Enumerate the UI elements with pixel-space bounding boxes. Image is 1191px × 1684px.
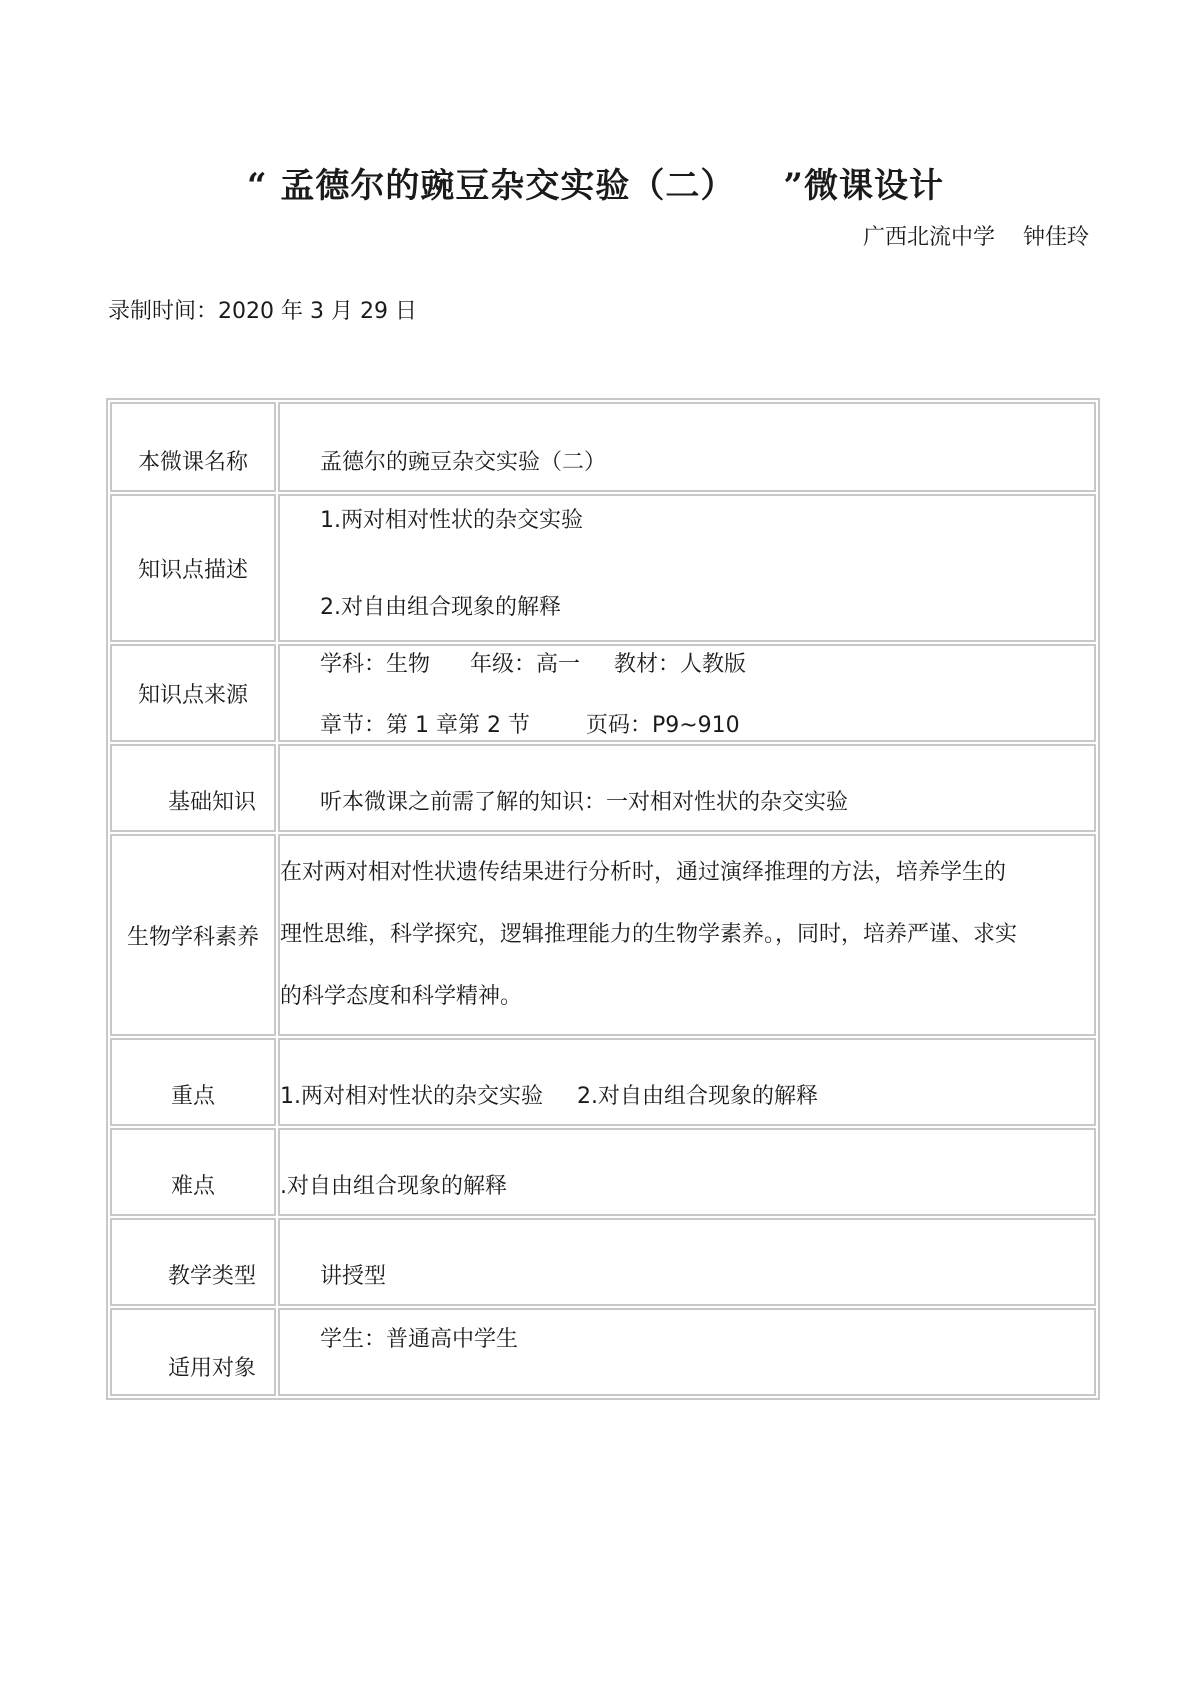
row-label: 难点	[170, 1174, 215, 1199]
title-part-2: ”微课设计	[783, 166, 944, 206]
source-line-1	[320, 647, 1094, 678]
table-row-target	[110, 1308, 1096, 1396]
label-cell	[110, 1128, 276, 1216]
content-cell	[278, 1128, 1096, 1216]
label-cell	[110, 644, 276, 742]
table-row-type	[110, 1218, 1096, 1306]
label-cell	[110, 1218, 276, 1306]
source-textbook: 教材：人教版	[614, 652, 747, 677]
table-row-difficult	[110, 1128, 1096, 1216]
label-cell	[110, 402, 276, 492]
table-row-key	[110, 1038, 1096, 1126]
row-label: 生物学科素养	[126, 924, 259, 950]
teaching-type: 讲授型	[320, 1264, 387, 1289]
row-label: 知识点描述	[137, 557, 248, 583]
source-subject: 学科：生物	[320, 652, 431, 677]
table-row-knowledge	[110, 494, 1096, 642]
content-cell	[278, 1218, 1096, 1306]
knowledge-item-2: 2.对自由组合现象的解释	[320, 595, 561, 620]
lesson-name: 孟德尔的豌豆杂交实验（二）	[320, 450, 607, 475]
table-row-source	[110, 644, 1096, 742]
row-label: 教学类型	[168, 1264, 257, 1289]
content-cell	[278, 744, 1096, 832]
content-cell	[278, 494, 1096, 642]
row-label: 知识点来源	[137, 682, 248, 708]
source-line-2	[320, 708, 1094, 739]
row-label: 基础知识	[168, 790, 257, 815]
row-label: 适用对象	[168, 1356, 257, 1381]
difficult-point: .对自由组合现象的解释	[280, 1174, 507, 1199]
table-row-literacy	[110, 834, 1096, 1036]
literacy-line-3: 的科学态度和科学精神。	[280, 984, 523, 1009]
lesson-design-table	[106, 398, 1100, 1400]
row-label: 重点	[170, 1084, 215, 1109]
content-cell	[278, 1308, 1096, 1396]
table-row-name	[110, 402, 1096, 492]
label-cell	[110, 1038, 276, 1126]
key-point-2: 2.对自由组合现象的解释	[577, 1084, 818, 1109]
literacy-line-2: 理性思维，科学探究，逻辑推理能力的生物学素养。，同时，培养严谨、求实	[280, 922, 1018, 947]
label-cell	[110, 744, 276, 832]
content-cell	[278, 644, 1096, 742]
table-row-basic	[110, 744, 1096, 832]
author-school: 广西北流中学	[862, 225, 995, 250]
key-point-1: 1.两对相对性状的杂交实验	[280, 1084, 543, 1109]
target-audience: 学生：普通高中学生	[320, 1327, 519, 1352]
literacy-line-1: 在对两对相对性状遗传结果进行分析时，通过演绎推理的方法，培养学生的	[280, 860, 1007, 885]
basic-knowledge: 听本微课之前需了解的知识：一对相对性状的杂交实验	[320, 790, 849, 815]
source-chapter: 章节：第 1 章第 2 节	[320, 713, 530, 738]
page-title	[0, 158, 1191, 207]
content-cell	[278, 1038, 1096, 1126]
source-grade: 年级：高一	[470, 652, 581, 677]
title-part-1: “ 孟德尔的豌豆杂交实验（二）	[247, 166, 736, 206]
author-name: 钟佳玲	[1022, 225, 1089, 250]
author-line	[863, 220, 1089, 251]
source-page: 页码：P9~910	[585, 713, 740, 738]
label-cell	[110, 834, 276, 1036]
knowledge-item-1: 1.两对相对性状的杂交实验	[320, 508, 583, 533]
content-cell	[278, 834, 1096, 1036]
label-cell	[110, 1308, 276, 1396]
label-cell	[110, 494, 276, 642]
content-cell	[278, 402, 1096, 492]
record-time: 录制时间：2020 年 3 月 29 日	[108, 299, 417, 324]
row-label: 本微课名称	[137, 450, 248, 475]
